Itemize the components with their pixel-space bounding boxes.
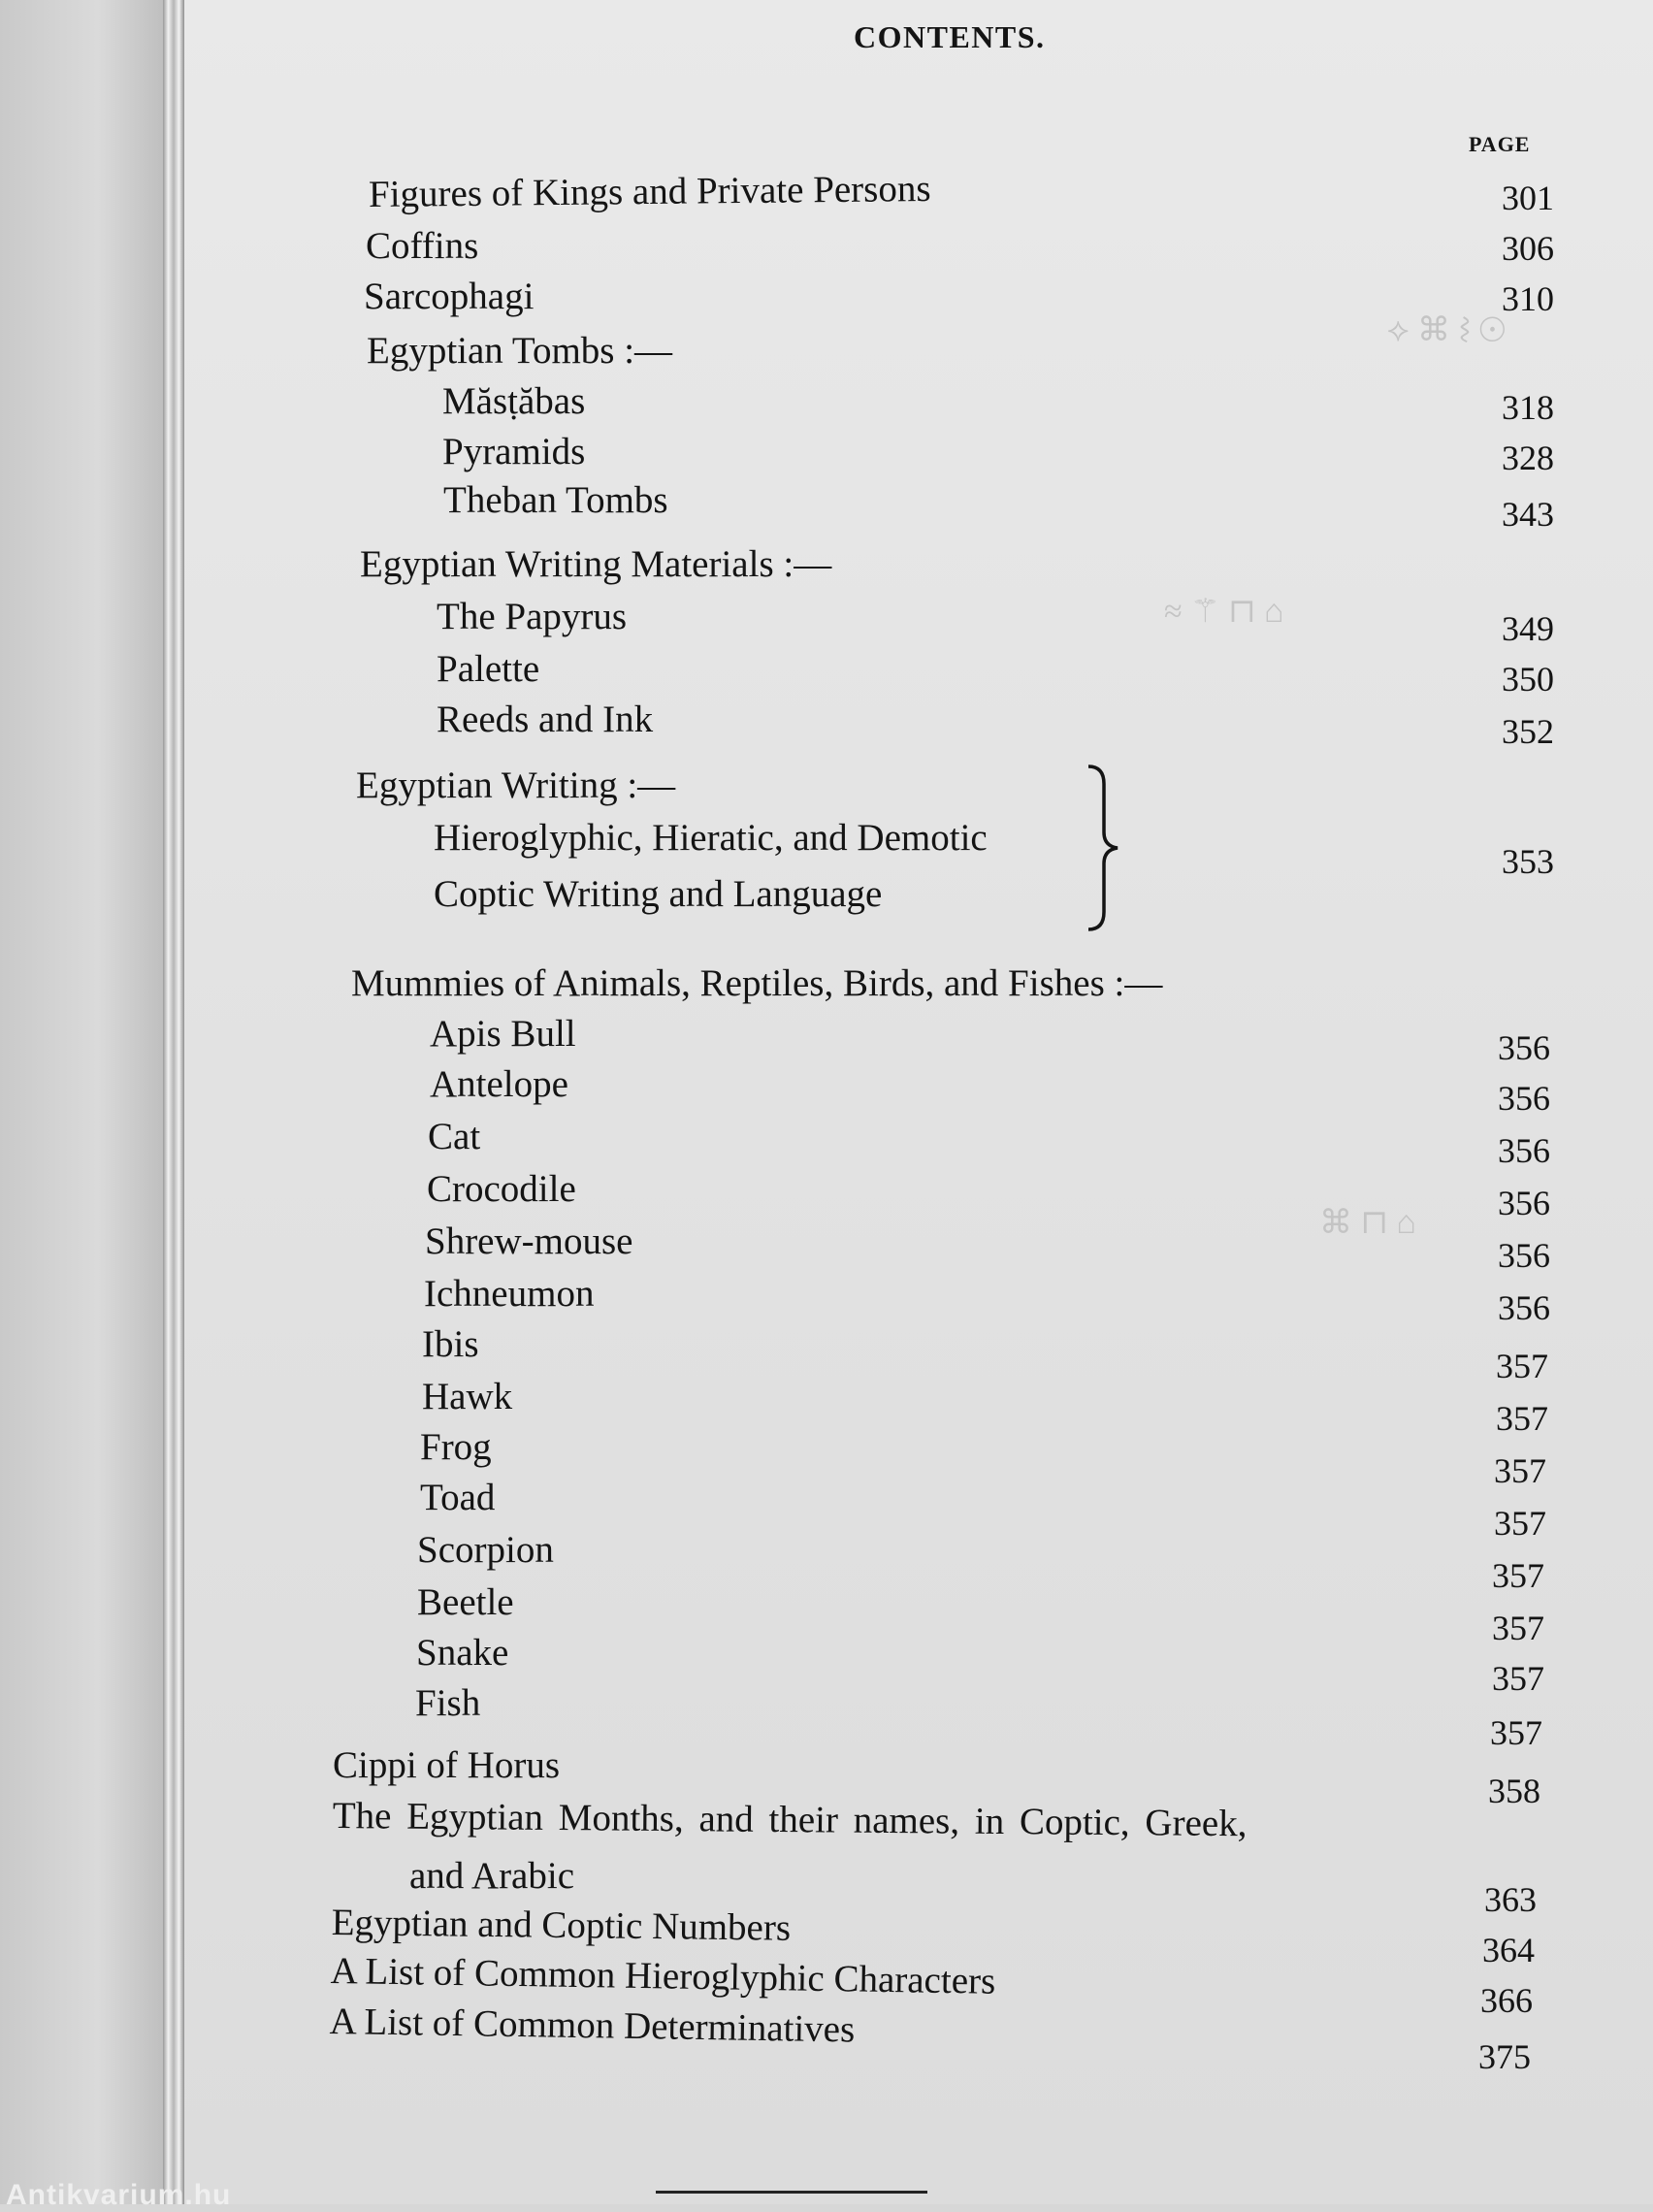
- page-number: 375: [1478, 2037, 1531, 2076]
- toc-section: Egyptian Writing :—: [356, 764, 676, 806]
- page-column-label: PAGE: [1469, 132, 1531, 156]
- page-number: 353: [1502, 842, 1554, 881]
- toc-entry: Theban Tombs: [443, 479, 668, 521]
- page-number: 343: [1502, 495, 1554, 534]
- toc-entry: Toad: [420, 1477, 496, 1518]
- toc-entry: Scorpion: [417, 1529, 554, 1571]
- toc-entry: Reeds and Ink: [437, 699, 654, 740]
- toc-section: Mummies of Animals, Reptiles, Birds, and Fishes :—: [351, 962, 1163, 1004]
- toc-entry: Hawk: [422, 1376, 513, 1417]
- bleed-through: ⌘ ⊓ ⌂: [1319, 1205, 1416, 1241]
- page-number: 363: [1484, 1880, 1537, 1919]
- page-number: 356: [1498, 1184, 1550, 1222]
- page-number: 356: [1498, 1236, 1550, 1275]
- page-number: 366: [1480, 1981, 1533, 2020]
- page-title: CONTENTS.: [854, 19, 1046, 54]
- page-number: 357: [1494, 1451, 1546, 1490]
- bleed-through: ⟡ ⌘ ⌇ ☉: [1387, 312, 1507, 348]
- toc-entry: Ichneumon: [424, 1273, 595, 1315]
- toc-entry: A List of Common Determinatives: [329, 2001, 856, 2051]
- toc-entry: Pyramids: [442, 431, 586, 472]
- bleed-through: ≈ ⚚ ⊓ ⌂: [1164, 594, 1284, 630]
- page-number: 356: [1498, 1131, 1550, 1170]
- page-number: 356: [1498, 1079, 1550, 1118]
- page-number: 306: [1502, 229, 1554, 268]
- page-number: 357: [1492, 1609, 1544, 1647]
- footer-rule: [656, 2191, 927, 2194]
- toc-entry: Snake: [416, 1632, 509, 1674]
- page-number: 350: [1502, 660, 1554, 699]
- toc-section: Egyptian Writing Materials :—: [360, 543, 832, 585]
- toc-entry: Coffins: [366, 225, 479, 267]
- toc-entry: Fish: [415, 1682, 481, 1724]
- page-number: 349: [1502, 609, 1554, 648]
- toc-entry: Figures of Kings and Private Persons: [368, 167, 931, 216]
- page-number: 357: [1496, 1399, 1548, 1438]
- page-number: 357: [1492, 1556, 1544, 1595]
- toc-entry: Frog: [420, 1426, 492, 1468]
- toc-entry: The Papyrus: [437, 596, 628, 637]
- toc-entry: Egyptian and Coptic Numbers: [331, 1902, 792, 1949]
- page-number: 357: [1496, 1347, 1548, 1385]
- toc-entry: Apis Bull: [430, 1013, 576, 1055]
- toc-entry: Beetle: [417, 1581, 514, 1623]
- toc-entry: Crocodile: [427, 1168, 576, 1210]
- page-number: 310: [1502, 279, 1554, 318]
- page-number: 357: [1492, 1659, 1544, 1698]
- toc-entry: Cippi of Horus: [333, 1744, 560, 1786]
- toc-entry: A List of Common Hieroglyphic Characters: [330, 1950, 996, 2002]
- facing-page: [0, 0, 163, 2204]
- watermark: Antikvarium.hu: [6, 2179, 232, 2211]
- toc-entry-continued: and Arabic: [409, 1855, 575, 1897]
- page-number: 356: [1498, 1028, 1550, 1067]
- toc-entry: The Egyptian Months, and their names, in Coptic, Greek,: [332, 1795, 1248, 1845]
- page-number: 358: [1488, 1772, 1540, 1810]
- toc-section: Egyptian Tombs :—: [367, 330, 673, 372]
- page-number: 352: [1502, 712, 1554, 751]
- brace: [1085, 763, 1123, 933]
- page-number: 301: [1502, 179, 1554, 217]
- page-number: 357: [1490, 1713, 1542, 1752]
- toc-entry: Shrew-mouse: [425, 1220, 633, 1262]
- toc-entry: Hieroglyphic, Hieratic, and Demotic: [434, 817, 988, 859]
- toc-entry: Ibis: [422, 1323, 479, 1365]
- page-number: 318: [1502, 388, 1554, 427]
- toc-entry: Măsṭăbas: [442, 380, 586, 422]
- toc-entry: Coptic Writing and Language: [434, 873, 883, 915]
- toc-entry: Cat: [428, 1116, 481, 1157]
- toc-entry: Sarcophagi: [364, 276, 535, 317]
- toc-entry: Antelope: [430, 1063, 568, 1105]
- page-edges: [163, 0, 184, 2204]
- page-number: 364: [1482, 1931, 1535, 1969]
- page-number: 356: [1498, 1288, 1550, 1327]
- page-number: 328: [1502, 439, 1554, 477]
- toc-entry: Palette: [437, 648, 540, 690]
- page-number: 357: [1494, 1504, 1546, 1543]
